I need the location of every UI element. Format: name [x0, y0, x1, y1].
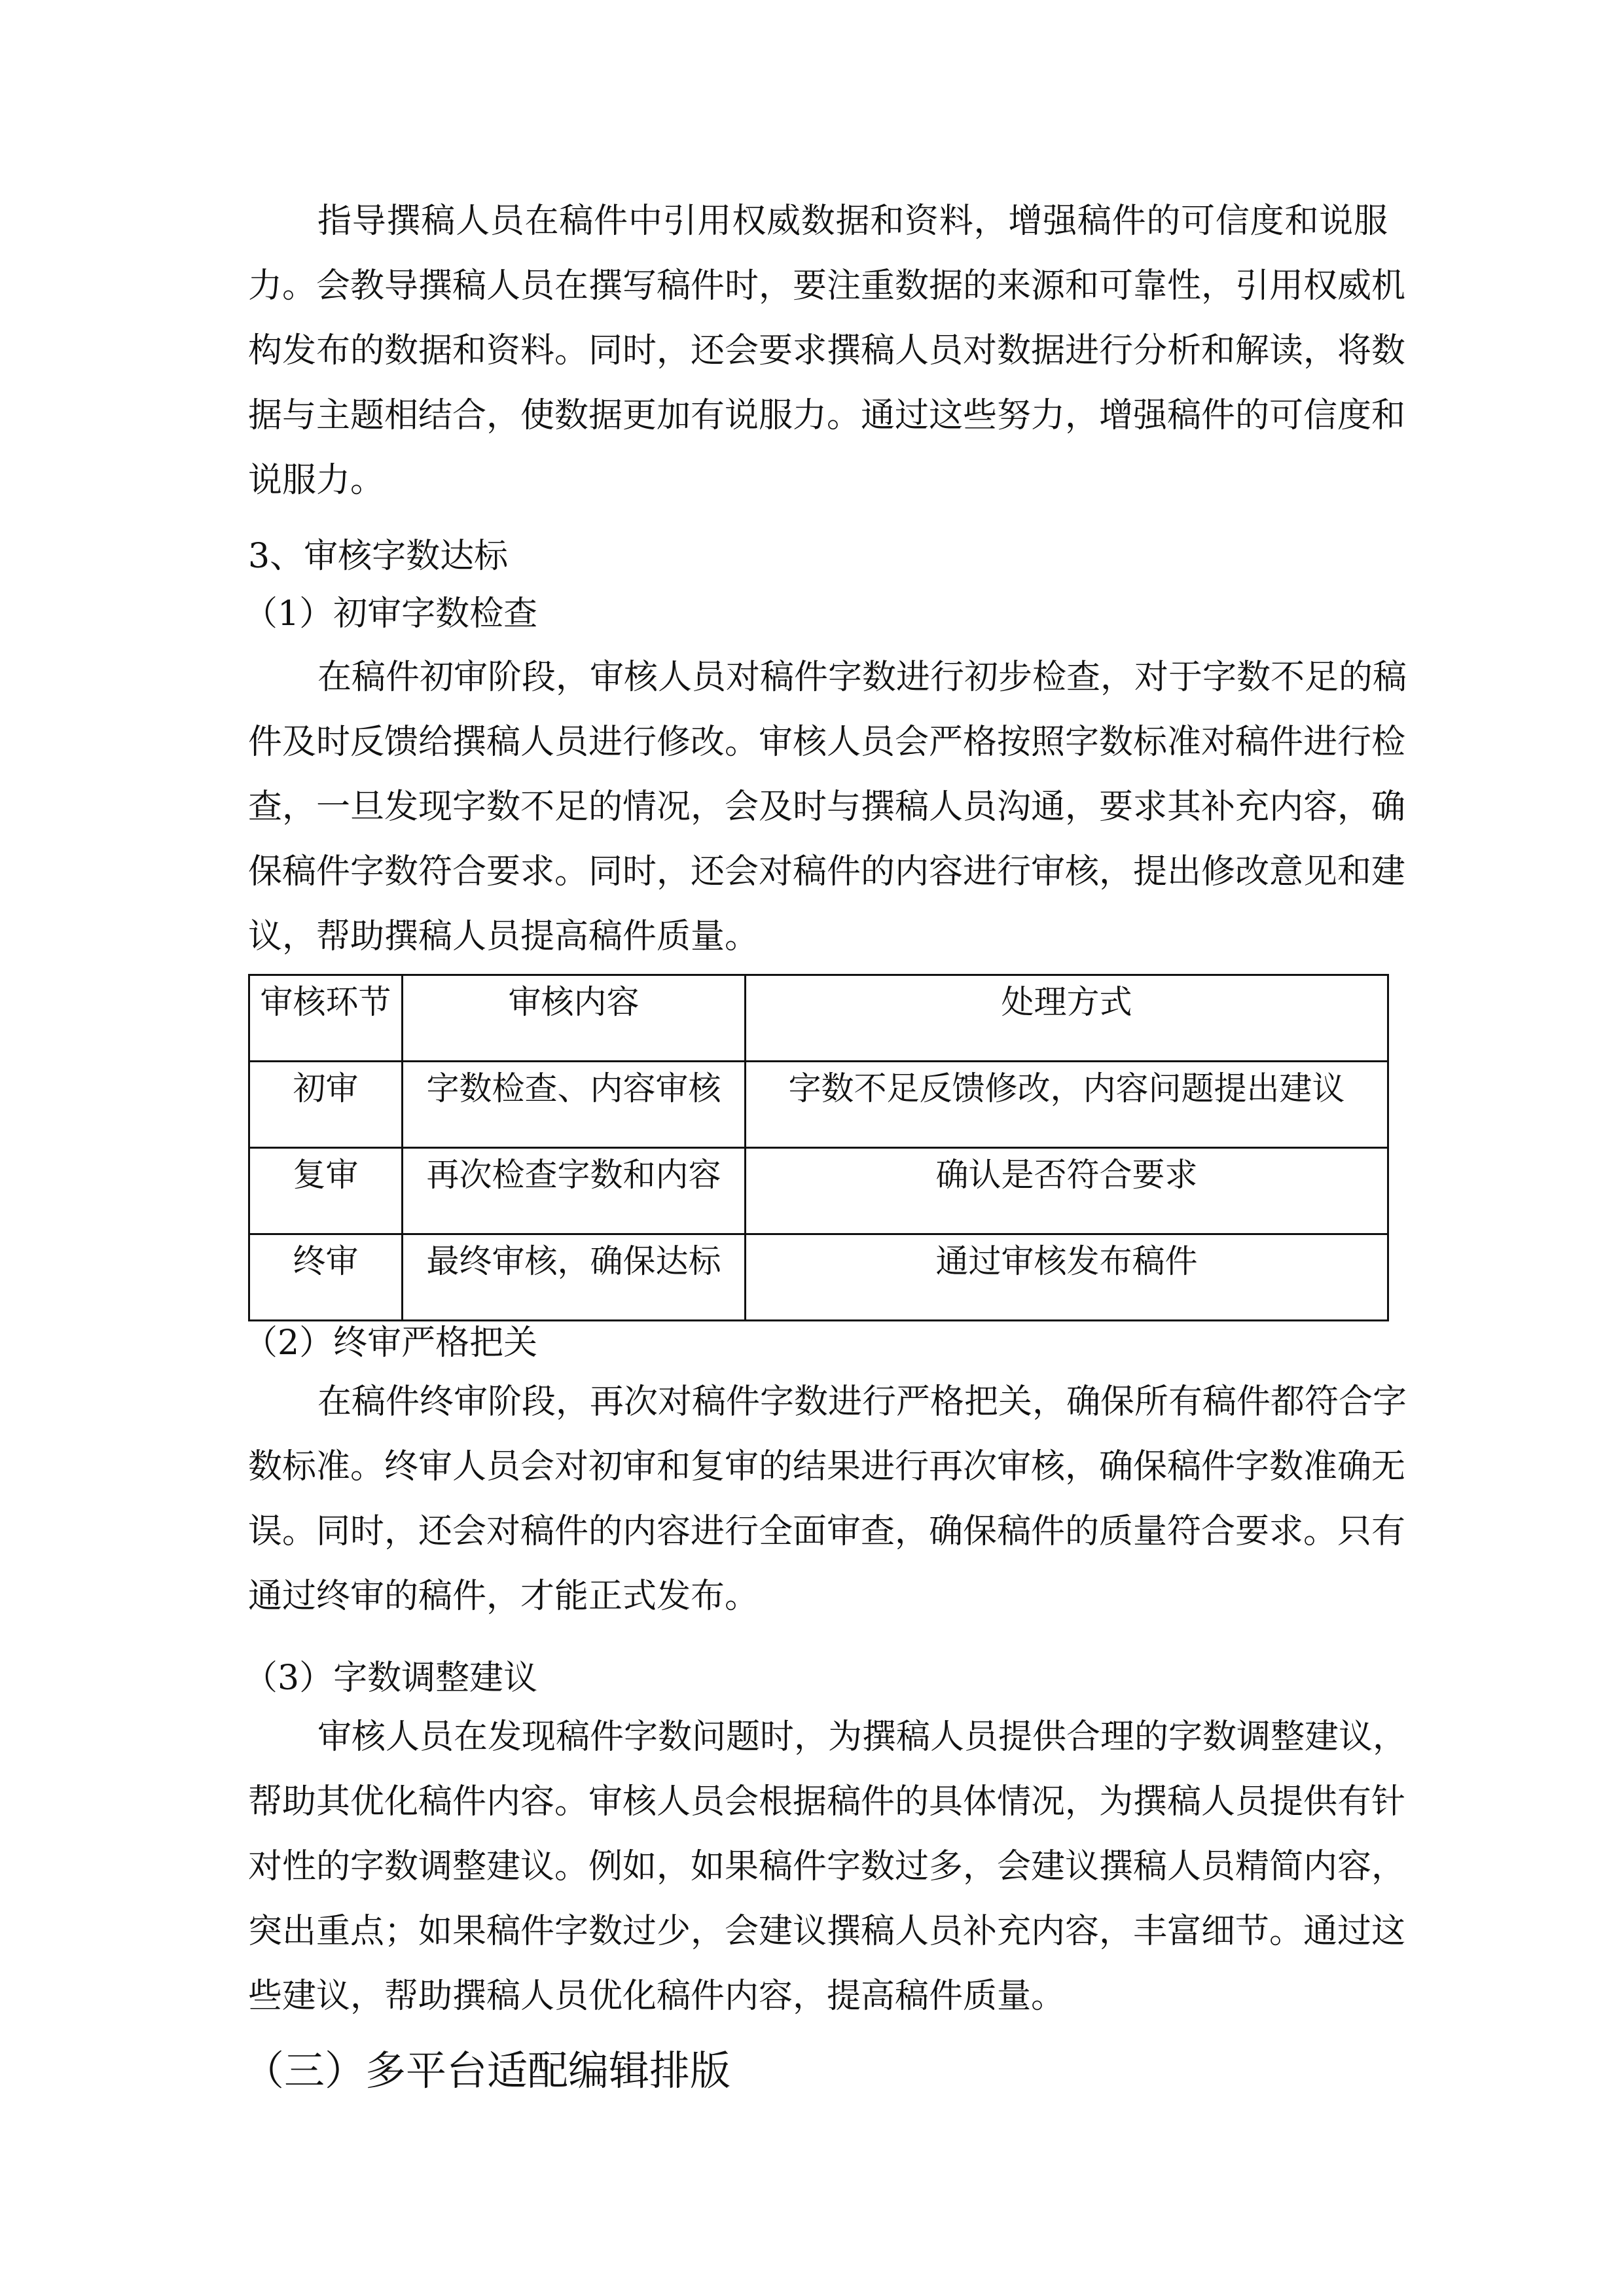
text-line: 些建议，帮助撰稿人员优化稿件内容，提高稿件质量。	[248, 1977, 1066, 2016]
text-line: 数标准。终审人员会对初审和复审的结果进行再次审核，确保稿件字数准确无	[248, 1447, 1406, 1486]
paragraph-adjustment-suggestions	[248, 1705, 1407, 2029]
section-heading: （三）多平台适配编辑排版	[244, 2047, 731, 2094]
table-row	[249, 1234, 1388, 1321]
review-table	[248, 974, 1389, 1321]
table-cell: 字数不足反馈修改，内容问题提出建议	[746, 1062, 1388, 1148]
text-line: 构发布的数据和资料。同时，还会要求撰稿人员对数据进行分析和解读，将数	[248, 331, 1406, 370]
subheading-initial-review: （1）初审字数检查	[244, 594, 538, 634]
table-header: 审核内容	[403, 975, 746, 1062]
subheading-adjustment-suggestions: （3）字数调整建议	[244, 1659, 538, 1698]
text-line: 说服力。	[248, 461, 385, 500]
text-line: 力。会教导撰稿人员在撰写稿件时，要注重数据的来源和可靠性，引用权威机	[248, 266, 1406, 306]
paragraph-authoritative-data	[248, 189, 1406, 513]
table-header: 审核环节	[249, 975, 403, 1062]
text-line: 据与主题相结合，使数据更加有说服力。通过这些努力，增强稿件的可信度和	[248, 396, 1406, 435]
text-line: 查，一旦发现字数不足的情况，会及时与撰稿人员沟通，要求其补充内容，确	[248, 787, 1406, 827]
table-cell: 确认是否符合要求	[746, 1148, 1388, 1234]
text-line: 在稿件终审阶段，再次对稿件字数进行严格把关，确保所有稿件都符合字	[317, 1382, 1407, 1422]
text-line: 对性的字数调整建议。例如，如果稿件字数过多，会建议撰稿人员精简内容，	[248, 1847, 1406, 1886]
table-row	[249, 1062, 1388, 1148]
paragraph-final-review	[248, 1370, 1407, 1629]
subheading-final-review: （2）终审严格把关	[244, 1323, 538, 1363]
text-line: 指导撰稿人员在稿件中引用权威数据和资料，增强稿件的可信度和说服	[317, 202, 1388, 241]
text-line: 通过终审的稿件，才能正式发布。	[248, 1577, 759, 1616]
table-cell: 再次检查字数和内容	[403, 1148, 746, 1234]
text-line: 审核人员在发现稿件字数问题时，为撰稿人员提供合理的字数调整建议，	[317, 1717, 1407, 1757]
paragraph-initial-review	[248, 645, 1407, 969]
text-line: 保稿件字数符合要求。同时，还会对稿件的内容进行审核，提出修改意见和建	[248, 852, 1406, 891]
text-line: 帮助其优化稿件内容。审核人员会根据稿件的具体情况，为撰稿人员提供有针	[248, 1782, 1406, 1821]
table-cell: 终审	[249, 1234, 403, 1321]
text-line: 议，帮助撰稿人员提高稿件质量。	[248, 917, 759, 956]
table-cell: 最终审核，确保达标	[403, 1234, 746, 1321]
table-cell: 初审	[249, 1062, 403, 1148]
text-line: 件及时反馈给撰稿人员进行修改。审核人员会严格按照字数标准对稿件进行检	[248, 723, 1406, 762]
table-header: 处理方式	[746, 975, 1388, 1062]
heading-word-count-review: 3、审核字数达标	[248, 537, 509, 576]
table-cell: 通过审核发布稿件	[746, 1234, 1388, 1321]
table-header-row	[249, 975, 1388, 1062]
text-line: 在稿件初审阶段，审核人员对稿件字数进行初步检查，对于字数不足的稿	[317, 658, 1407, 697]
table-cell: 字数检查、内容审核	[403, 1062, 746, 1148]
table-row	[249, 1148, 1388, 1234]
text-line: 突出重点；如果稿件字数过少，会建议撰稿人员补充内容，丰富细节。通过这	[248, 1912, 1406, 1951]
text-line: 误。同时，还会对稿件的内容进行全面审查，确保稿件的质量符合要求。只有	[248, 1512, 1406, 1551]
table-cell: 复审	[249, 1148, 403, 1234]
